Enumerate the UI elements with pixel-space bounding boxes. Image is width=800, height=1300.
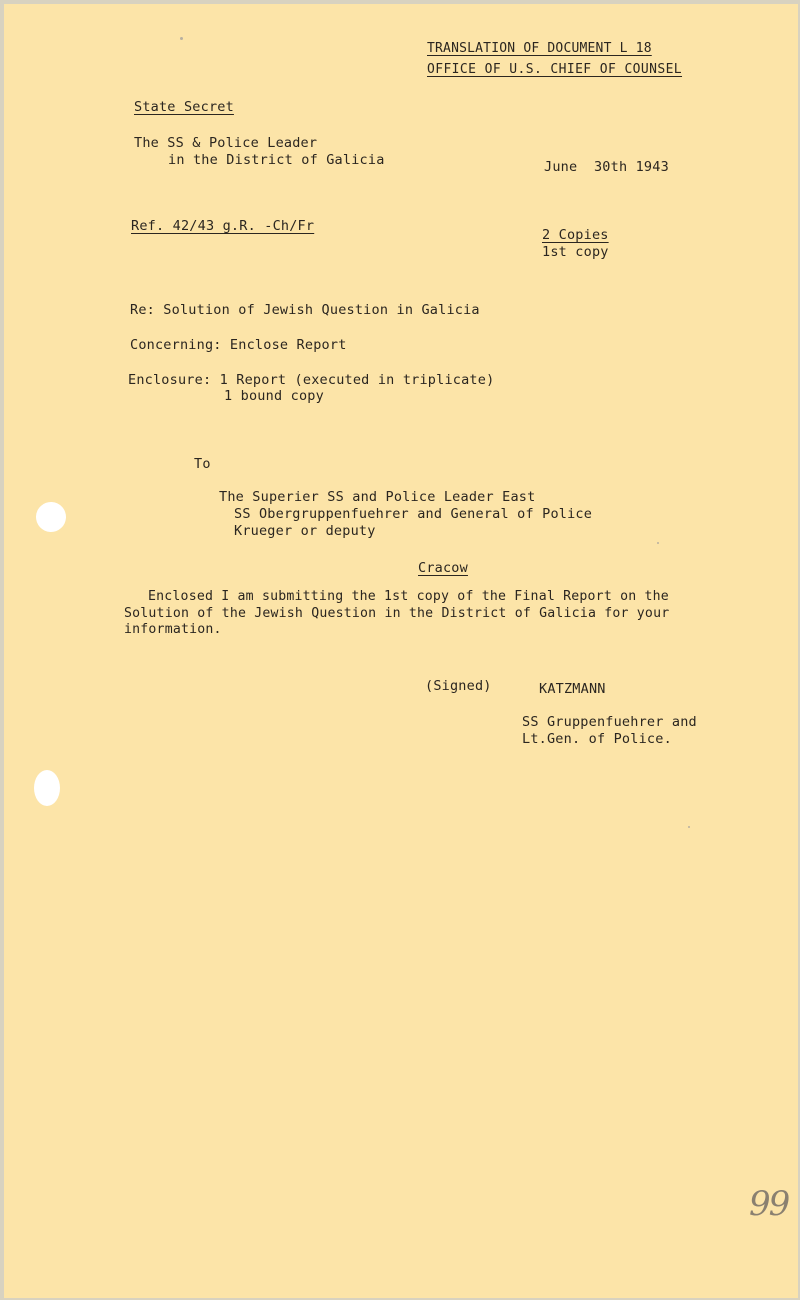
punch-hole-top bbox=[32, 498, 70, 536]
recipient-line1: The Superier SS and Police Leader East bbox=[219, 489, 536, 505]
classification-label: State Secret bbox=[134, 99, 234, 115]
punch-hole-bottom bbox=[34, 770, 60, 806]
to-label: To bbox=[194, 456, 211, 472]
enclosure-line1: Enclosure: 1 Report (executed in triplicate) bbox=[128, 372, 495, 388]
paper-speck bbox=[657, 542, 659, 544]
body-line3: information. bbox=[124, 622, 222, 637]
paper-speck bbox=[180, 37, 183, 40]
sender-line1: The SS & Police Leader bbox=[134, 135, 318, 151]
translation-header-line2: OFFICE OF U.S. CHIEF OF COUNSEL bbox=[427, 62, 683, 77]
signatory-title1: SS Gruppenfuehrer and bbox=[522, 714, 697, 730]
subject-line: Re: Solution of Jewish Question in Galicia bbox=[130, 302, 480, 318]
copies-count: 2 Copies bbox=[542, 227, 609, 243]
body-line1: Enclosed I am submitting the 1st copy of the Final Report on the bbox=[148, 589, 669, 604]
paper-speck bbox=[688, 826, 690, 828]
document-page bbox=[4, 4, 798, 1298]
signed-label: (Signed) bbox=[425, 678, 492, 694]
translation-header-line1: TRANSLATION OF DOCUMENT L 18 bbox=[427, 41, 652, 56]
recipient-line3: Krueger or deputy bbox=[234, 523, 376, 539]
signatory-title2: Lt.Gen. of Police. bbox=[522, 731, 672, 747]
body-line2: Solution of the Jewish Question in the District of Galicia for your bbox=[124, 606, 670, 621]
reference-number: Ref. 42/43 g.R. -Ch/Fr bbox=[131, 218, 315, 234]
copy-number: 1st copy bbox=[542, 244, 609, 260]
recipient-city: Cracow bbox=[418, 560, 468, 576]
handwritten-page-number: 99 bbox=[749, 1184, 789, 1224]
sender-line2: in the District of Galicia bbox=[168, 152, 385, 168]
document-date: June 30th 1943 bbox=[544, 159, 669, 175]
recipient-line2: SS Obergruppenfuehrer and General of Police bbox=[234, 506, 593, 522]
signatory-name: KATZMANN bbox=[539, 681, 606, 697]
enclosure-line2: 1 bound copy bbox=[224, 388, 324, 404]
concerning-line: Concerning: Enclose Report bbox=[130, 337, 347, 353]
